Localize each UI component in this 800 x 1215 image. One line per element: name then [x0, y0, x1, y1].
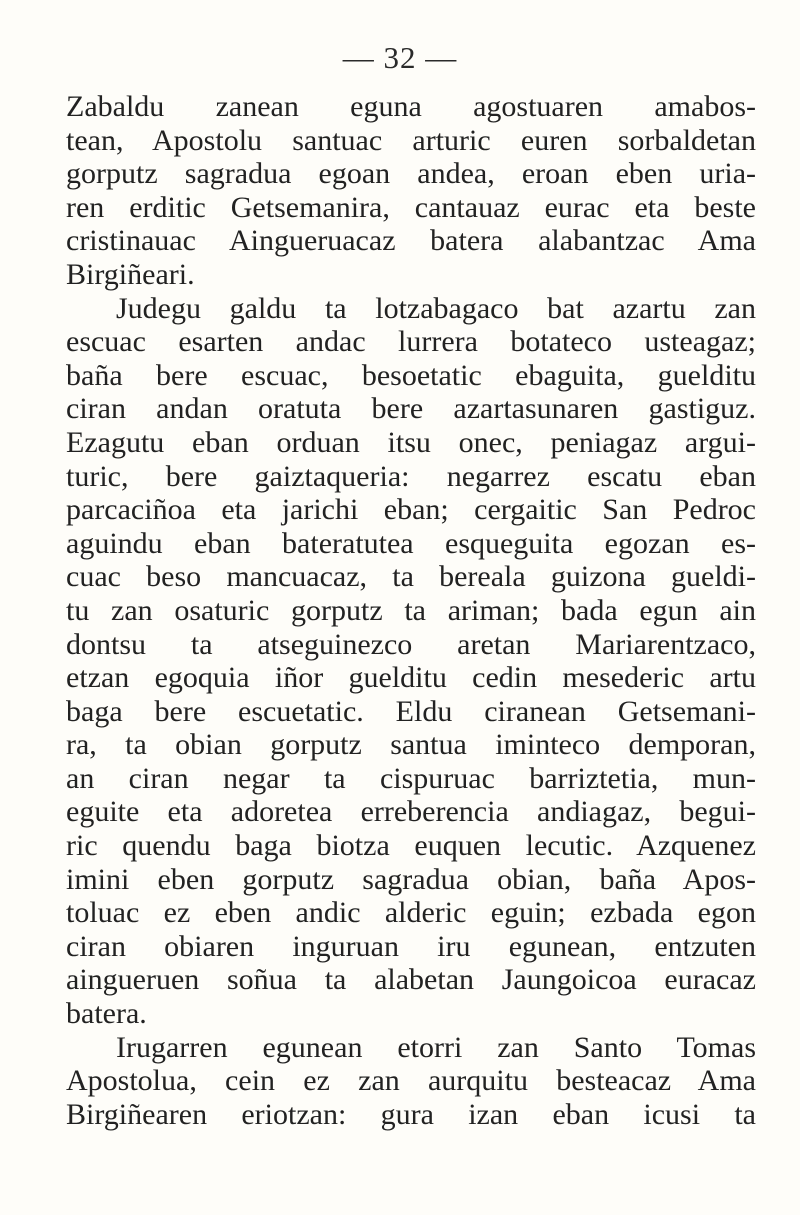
text-line: Irugarren egunean etorri zan Santo Tomas [116, 1030, 756, 1064]
text-line: ric quendu baga biotza euquen lecutic. Azquenez [66, 829, 756, 863]
text-line: turic, bere gaiztaqueria: negarrez escatu eban [66, 459, 756, 493]
text-line: imini eben gorputz sagradua obian, baña Apos- [66, 862, 756, 896]
text-line: batera. [66, 997, 147, 1031]
text-line: Apostolua, cein ez zan aurquitu besteacaz Ama [66, 1064, 756, 1098]
text-line: ciran obiaren inguruan iru egunean, entzuten [66, 929, 756, 963]
paragraph-2 [66, 292, 756, 1031]
text-line: cuac beso mancuacaz, ta bereala guizona gueldi- [66, 560, 756, 594]
text-line: Birgiñeari. [66, 257, 195, 291]
page-number: — 32 — [342, 40, 458, 75]
text-line: Zabaldu zanean eguna agostuaren amabos- [66, 90, 756, 123]
text-line: etzan egoquia iñor guelditu cedin mesederic artu [66, 661, 756, 695]
text-line: ciran andan oratuta bere azartasunaren gastiguz. [66, 392, 756, 426]
text-line: tean, Apostolu santuac arturic euren sorbaldetan [66, 123, 756, 157]
paragraph-3 [66, 1031, 756, 1132]
text-line: Ezagutu eban orduan itsu onec, peniagaz argui- [66, 425, 756, 459]
text-line: escuac esarten andac lurrera botateco usteagaz; [66, 325, 756, 359]
text-line: Birgiñearen eriotzan: gura izan eban icusi ta [66, 1097, 756, 1131]
text-line: ren erditic Getsemanira, cantauaz eurac eta beste [66, 190, 756, 224]
text-line: tu zan osaturic gorputz ta ariman; bada egun ain [66, 593, 756, 627]
text-line: gorputz sagradua egoan andea, eroan eben uria- [66, 157, 756, 191]
body-text [66, 90, 756, 1131]
text-line: cristinauac Aingueruacaz batera alabantzac Ama [66, 224, 756, 258]
text-line: baña bere escuac, besoetatic ebaguita, guelditu [66, 358, 756, 392]
paragraph-1 [66, 90, 756, 292]
text-line: Judegu galdu ta lotzabagaco bat azartu zan [116, 291, 756, 325]
text-line: aguindu eban bateratutea esqueguita egozan es- [66, 526, 756, 560]
text-line: dontsu ta atseguinezco aretan Mariarentzaco, [66, 627, 756, 661]
text-line: parcaciñoa eta jarichi eban; cergaitic San Pedroc [66, 493, 756, 527]
text-line: toluac ez eben andic alderic eguin; ezbada egon [66, 896, 756, 930]
text-line: aingueruen soñua ta alabetan Jaungoicoa euracaz [66, 963, 756, 997]
text-line: ra, ta obian gorputz santua iminteco demporan, [66, 728, 756, 762]
text-line: an ciran negar ta cispuruac barriztetia, mun- [66, 761, 756, 795]
text-line: eguite eta adoretea erreberencia andiagaz, begui- [66, 795, 756, 829]
text-line: baga bere escuetatic. Eldu ciranean Getsemani- [66, 694, 756, 728]
